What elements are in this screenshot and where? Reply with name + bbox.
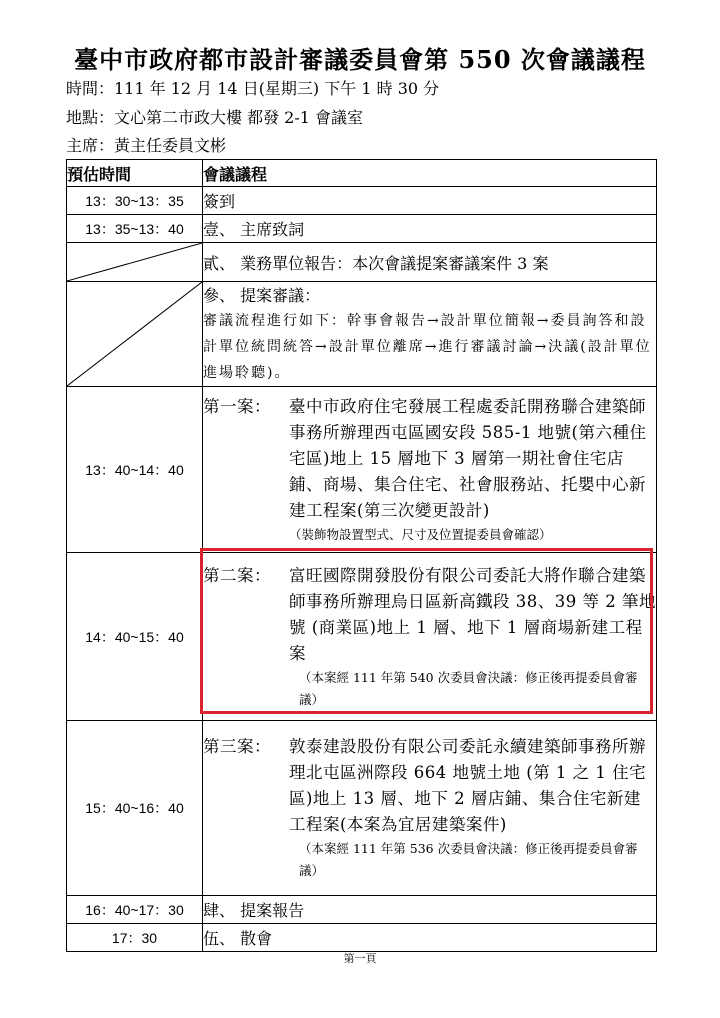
review-item: 參、 提案審議：: [203, 286, 321, 305]
table-row: [67, 215, 657, 243]
table-row: [67, 896, 657, 924]
case3-text: 敦泰建設股份有限公司委託永續建築師事務所辦理北屯區洲際段 664 地號土地 (第 1 之 1 住宅區)地上 13 層、地下 2 層店鋪、集合住宅新建工程案(本案為宜居建築案件): [289, 737, 647, 834]
table-row: [67, 924, 657, 952]
table-row: [67, 553, 657, 721]
table-row: [67, 282, 657, 387]
header-agenda: 會議議程: [203, 160, 657, 187]
case2-note: （本案經 111 年第 540 次委員會決議：修正後再提委員會審議）: [299, 669, 638, 707]
signin-item: 簽到: [203, 187, 657, 215]
table-row: [67, 387, 657, 553]
closing-item: 伍、 散會: [203, 924, 657, 952]
diagonal-line: [67, 282, 202, 386]
table-row: [67, 721, 657, 896]
opening-time: 13：35~13：40: [67, 215, 203, 243]
header-time: 預估時間: [67, 160, 203, 187]
meeting-time: 時間：111 年 12 月 14 日(星期三) 下午 1 時 30 分: [66, 79, 440, 98]
review-cell: [203, 282, 657, 387]
diagonal-line: [67, 243, 202, 281]
case1-label: 第一案：: [203, 396, 271, 416]
case2-cell: [203, 553, 657, 721]
table-row: [67, 187, 657, 215]
report-item: 貳、 業務單位報告：本次會議提案審議案件 3 案: [203, 243, 657, 282]
meeting-place: 地點：文心第二市政大樓 都發 2-1 會議室: [66, 108, 364, 127]
opening-item: 壹、 主席致詞: [203, 215, 657, 243]
case1-cell: [203, 387, 657, 553]
case2-time: 14：40~15：40: [67, 553, 203, 721]
case3-note: （本案經 111 年第 536 次委員會決議：修正後再提委員會審議）: [299, 841, 638, 878]
review-process: 審議流程進行如下：幹事會報告→設計單位簡報→委員詢答和設計單位統問統答→設計單位離席→進行審議討論→決議(設計單位進場聆聽)。: [203, 313, 652, 381]
proposal-time: 16：40~17：30: [67, 896, 203, 924]
case1-note: （裝飾物設置型式、尺寸及位置提委員會確認）: [289, 526, 552, 542]
case2-text: 富旺國際開發股份有限公司委託大將作聯合建築師事務所辦理烏日區新高鐵段 38、39 等 2 筆地號 (商業區)地上 1 層、地下 1 層商場新建工程案: [289, 565, 656, 663]
closing-time: 17：30: [67, 924, 203, 952]
meeting-chair: 主席：黃主任委員文彬: [66, 136, 227, 155]
page-title: 臺中市政府都市設計審議委員會第 550 次會議議程: [74, 45, 646, 74]
case3-cell: [203, 721, 657, 896]
page-footer: 第一頁: [343, 952, 377, 965]
case3-label: 第三案：: [203, 737, 271, 756]
proposal-item: 肆、 提案報告: [203, 896, 657, 924]
case1-time: 13：40~14：40: [67, 387, 203, 553]
table-header-row: [67, 160, 657, 187]
table-row: [67, 243, 657, 282]
case2-label: 第二案：: [203, 565, 271, 585]
empty-time-cell: [67, 282, 203, 387]
signin-time: 13：30~13：35: [67, 187, 203, 215]
agenda-table: [66, 159, 657, 952]
case3-time: 15：40~16：40: [67, 721, 203, 896]
case1-text: 臺中市政府住宅發展工程處委託開務聯合建築師事務所辦理西屯區國安段 585-1 地號(第六種住宅區)地上 15 層地下 3 層第一期社會住宅店鋪、商場、集合住宅、社會服務站、托嬰中心新建工程案(第三次變更設計): [289, 396, 647, 520]
empty-time-cell: [67, 243, 203, 282]
